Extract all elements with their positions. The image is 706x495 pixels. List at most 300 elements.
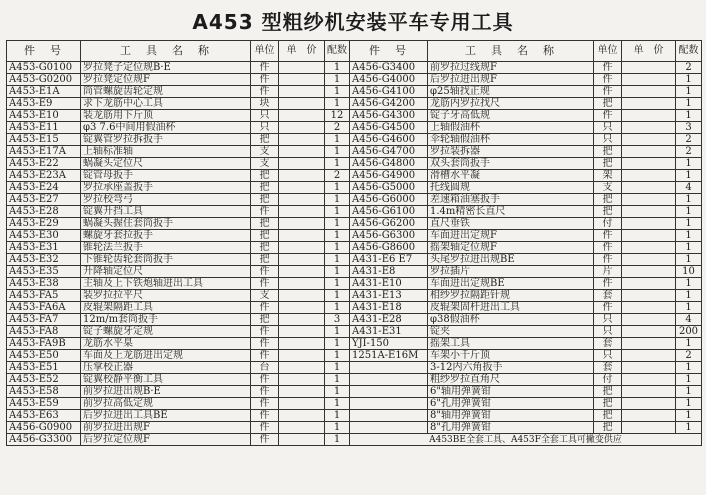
- qty-cell: 1: [325, 338, 350, 350]
- price-cell: [279, 242, 325, 254]
- qty-cell: 1: [676, 398, 702, 410]
- price-cell: [622, 254, 676, 266]
- unit-cell: 块: [251, 98, 279, 110]
- tool-name-cell: 锭子螺旋牙定规: [81, 326, 251, 338]
- price-cell: [622, 410, 676, 422]
- unit-cell: 把: [594, 158, 622, 170]
- part-no-cell: A456-G4500: [350, 122, 428, 134]
- unit-cell: 把: [251, 254, 279, 266]
- unit-cell: 件: [251, 266, 279, 278]
- part-no-cell: A453-E31: [7, 242, 81, 254]
- unit-cell: 件: [594, 302, 622, 314]
- part-no-cell: YJI-150: [350, 338, 428, 350]
- price-cell: [279, 74, 325, 86]
- part-no-cell: A456-G4900: [350, 170, 428, 182]
- tool-name-cell: 差速箱油塞扳手: [428, 194, 594, 206]
- header-qty: 配数: [676, 41, 702, 62]
- table-row: [7, 230, 702, 242]
- part-no-cell: A456-G4200: [350, 98, 428, 110]
- part-no-cell: A453-G0100: [7, 62, 81, 74]
- tool-name-cell: 罗拉凳定位规F: [81, 74, 251, 86]
- qty-cell: 1: [325, 242, 350, 254]
- tool-name-cell: φ38假油杯: [428, 314, 594, 326]
- part-no-cell: A431-E10: [350, 278, 428, 290]
- unit-cell: 把: [594, 194, 622, 206]
- part-no-cell: A431-E28: [350, 314, 428, 326]
- qty-cell: 1: [325, 230, 350, 242]
- qty-cell: 1: [325, 290, 350, 302]
- unit-cell: 把: [594, 98, 622, 110]
- price-cell: [622, 86, 676, 98]
- unit-cell: 付: [594, 374, 622, 386]
- table-row: [7, 182, 702, 194]
- part-no-cell: A431-E6 E7: [350, 254, 428, 266]
- price-cell: [622, 386, 676, 398]
- tool-name-cell: 8"轴用弹簧钳: [428, 410, 594, 422]
- header-part-no: 件 号: [7, 41, 81, 62]
- part-no-cell: A453-E27: [7, 194, 81, 206]
- tool-name-cell: 螺旋牙套拉扳手: [81, 230, 251, 242]
- part-no-cell: A453-E24: [7, 182, 81, 194]
- unit-cell: 把: [594, 410, 622, 422]
- qty-cell: 1: [325, 350, 350, 362]
- part-no-cell: A453-E32: [7, 254, 81, 266]
- qty-cell: 1: [325, 386, 350, 398]
- qty-cell: 1: [676, 278, 702, 290]
- qty-cell: 1: [676, 86, 702, 98]
- part-no-cell: A456-G4800: [350, 158, 428, 170]
- part-no-cell: [350, 386, 428, 398]
- qty-cell: 10: [676, 266, 702, 278]
- table-row: [7, 74, 702, 86]
- price-cell: [279, 326, 325, 338]
- part-no-cell: A456-G0900: [7, 422, 81, 434]
- unit-cell: 套: [594, 338, 622, 350]
- tool-name-cell: 8"孔用弹簧钳: [428, 422, 594, 434]
- qty-cell: 2: [325, 170, 350, 182]
- unit-cell: 件: [251, 350, 279, 362]
- qty-cell: 1: [325, 146, 350, 158]
- unit-cell: 只: [594, 350, 622, 362]
- tool-name-cell: 后罗拉进出规F: [428, 74, 594, 86]
- price-cell: [279, 254, 325, 266]
- tool-name-cell: 求下龙筋中心工具: [81, 98, 251, 110]
- tool-name-cell: 罗拉装拆器: [428, 146, 594, 158]
- qty-cell: 200: [676, 326, 702, 338]
- qty-cell: 1: [676, 158, 702, 170]
- unit-cell: 台: [251, 362, 279, 374]
- unit-cell: 把: [251, 242, 279, 254]
- qty-cell: 1: [325, 86, 350, 98]
- price-cell: [622, 302, 676, 314]
- price-cell: [279, 362, 325, 374]
- price-cell: [279, 110, 325, 122]
- qty-cell: 1: [676, 254, 702, 266]
- part-no-cell: A453-E1A: [7, 86, 81, 98]
- part-no-cell: A453-G0200: [7, 74, 81, 86]
- qty-cell: 1: [325, 266, 350, 278]
- unit-cell: 支: [251, 290, 279, 302]
- qty-cell: 1: [325, 74, 350, 86]
- header-price: 单 价: [279, 41, 325, 62]
- qty-cell: 1: [676, 374, 702, 386]
- qty-cell: 1: [676, 386, 702, 398]
- part-no-cell: A453-E50: [7, 350, 81, 362]
- qty-cell: 2: [676, 146, 702, 158]
- unit-cell: 件: [594, 242, 622, 254]
- unit-cell: 件: [594, 110, 622, 122]
- tool-name-cell: 后罗拉进出工具BE: [81, 410, 251, 422]
- tool-name-cell: 车面进出定规BE: [428, 278, 594, 290]
- table-row: [7, 290, 702, 302]
- unit-cell: 架: [594, 170, 622, 182]
- tool-name-cell: 锭夹: [428, 326, 594, 338]
- unit-cell: 把: [251, 218, 279, 230]
- tool-name-cell: 伞轮轴假油杯: [428, 134, 594, 146]
- table-row: [7, 110, 702, 122]
- part-no-cell: A453-E17A: [7, 146, 81, 158]
- part-no-cell: [350, 422, 428, 434]
- price-cell: [622, 362, 676, 374]
- table-row: [7, 170, 702, 182]
- table-row: [7, 134, 702, 146]
- header-part-no: 件 号: [350, 41, 428, 62]
- qty-cell: 1: [325, 98, 350, 110]
- part-no-cell: A456-G5000: [350, 182, 428, 194]
- tool-name-cell: 6"孔用弹簧钳: [428, 398, 594, 410]
- tool-name-cell: 车面进出定规F: [428, 230, 594, 242]
- tool-name-cell: 龙筋水平臬: [81, 338, 251, 350]
- price-cell: [279, 374, 325, 386]
- table-row: [7, 146, 702, 158]
- price-cell: [622, 62, 676, 74]
- table-row: [7, 422, 702, 434]
- qty-cell: 1: [676, 110, 702, 122]
- price-cell: [622, 146, 676, 158]
- part-no-cell: A453-E52: [7, 374, 81, 386]
- price-cell: [622, 98, 676, 110]
- qty-cell: 1: [676, 302, 702, 314]
- tool-name-cell: 前罗拉进出规F: [81, 422, 251, 434]
- part-no-cell: A431-E13: [350, 290, 428, 302]
- part-no-cell: A453-E10: [7, 110, 81, 122]
- table-row: [7, 194, 702, 206]
- part-no-cell: A456-G6200: [350, 218, 428, 230]
- part-no-cell: A456-G8600: [350, 242, 428, 254]
- unit-cell: 件: [251, 206, 279, 218]
- part-no-cell: A453-E58: [7, 386, 81, 398]
- price-cell: [279, 398, 325, 410]
- price-cell: [279, 314, 325, 326]
- price-cell: [279, 182, 325, 194]
- part-no-cell: A453-FA8: [7, 326, 81, 338]
- price-cell: [279, 422, 325, 434]
- qty-cell: 2: [676, 350, 702, 362]
- price-cell: [279, 62, 325, 74]
- tool-name-cell: 下锥轮齿轮套筒扳手: [81, 254, 251, 266]
- header-price: 单 价: [622, 41, 676, 62]
- tool-name-cell: 直尺垂铁: [428, 218, 594, 230]
- footnote: A453BE全套工具、A453F全套工具可撇变供应: [350, 434, 702, 446]
- qty-cell: 1: [325, 278, 350, 290]
- table-row: [7, 98, 702, 110]
- table-row: [7, 398, 702, 410]
- part-no-cell: A453-E15: [7, 134, 81, 146]
- tool-name-cell: 前罗拉过线规F: [428, 62, 594, 74]
- table-row: [7, 158, 702, 170]
- unit-cell: 件: [251, 374, 279, 386]
- tool-name-cell: 主轴及上下铁炮轴进出工具: [81, 278, 251, 290]
- part-no-cell: A453-E30: [7, 230, 81, 242]
- tool-name-cell: 双头套筒扳手: [428, 158, 594, 170]
- unit-cell: 把: [594, 422, 622, 434]
- tool-name-cell: 6"轴用弹簧钳: [428, 386, 594, 398]
- tool-name-cell: 罗拉插片: [428, 266, 594, 278]
- part-no-cell: A453-FA7: [7, 314, 81, 326]
- table-row: [7, 374, 702, 386]
- unit-cell: 件: [594, 254, 622, 266]
- table-row: [7, 302, 702, 314]
- qty-cell: 1: [676, 290, 702, 302]
- qty-cell: 1: [676, 74, 702, 86]
- qty-cell: 1: [676, 242, 702, 254]
- price-cell: [279, 338, 325, 350]
- table-row: [7, 338, 702, 350]
- unit-cell: 件: [251, 386, 279, 398]
- price-cell: [622, 206, 676, 218]
- part-no-cell: A453-E28: [7, 206, 81, 218]
- tool-name-cell: 托线圆规: [428, 182, 594, 194]
- price-cell: [279, 266, 325, 278]
- part-no-cell: A456-G4300: [350, 110, 428, 122]
- part-no-cell: A456-G6100: [350, 206, 428, 218]
- price-cell: [622, 266, 676, 278]
- price-cell: [622, 182, 676, 194]
- price-cell: [279, 170, 325, 182]
- unit-cell: 只: [251, 122, 279, 134]
- part-no-cell: A453-E35: [7, 266, 81, 278]
- part-no-cell: A456-G6300: [350, 230, 428, 242]
- tool-name-cell: 头尾罗拉进出规BE: [428, 254, 594, 266]
- qty-cell: 1: [325, 62, 350, 74]
- part-no-cell: A453-FA6A: [7, 302, 81, 314]
- price-cell: [279, 302, 325, 314]
- unit-cell: 套: [594, 290, 622, 302]
- part-no-cell: A453-E29: [7, 218, 81, 230]
- qty-cell: 1: [676, 422, 702, 434]
- table-row: [7, 254, 702, 266]
- tool-name-cell: 升降轴定位尺: [81, 266, 251, 278]
- price-cell: [279, 134, 325, 146]
- price-cell: [622, 278, 676, 290]
- qty-cell: 1: [325, 158, 350, 170]
- price-cell: [279, 206, 325, 218]
- qty-cell: 1: [676, 98, 702, 110]
- tool-name-cell: 罗拉校弯弓: [81, 194, 251, 206]
- table-row: [7, 410, 702, 422]
- unit-cell: 件: [251, 62, 279, 74]
- unit-cell: 套: [594, 362, 622, 374]
- unit-cell: 把: [251, 170, 279, 182]
- qty-cell: 1: [676, 218, 702, 230]
- table-row: [7, 278, 702, 290]
- price-cell: [622, 374, 676, 386]
- unit-cell: 件: [251, 422, 279, 434]
- unit-cell: 只: [594, 326, 622, 338]
- price-cell: [622, 194, 676, 206]
- price-cell: [279, 146, 325, 158]
- table-row: [7, 206, 702, 218]
- part-no-cell: A431-E31: [350, 326, 428, 338]
- tool-name-cell: 锭翼升挡工具: [81, 206, 251, 218]
- qty-cell: 3: [325, 314, 350, 326]
- header-tool-name: 工 具 名 称: [81, 41, 251, 62]
- price-cell: [622, 110, 676, 122]
- unit-cell: 件: [251, 302, 279, 314]
- tool-name-cell: 3-12内六角扳手: [428, 362, 594, 374]
- header-row: [7, 41, 702, 62]
- table-row: [7, 434, 702, 446]
- price-cell: [279, 278, 325, 290]
- unit-cell: 只: [594, 134, 622, 146]
- tool-name-cell: 蜗凝头定位尺: [81, 158, 251, 170]
- price-cell: [279, 218, 325, 230]
- part-no-cell: A456-G3300: [7, 434, 81, 446]
- tool-name-cell: 粗纱罗拉直角尺: [428, 374, 594, 386]
- tool-name-cell: 罗拉凳子定位规B·E: [81, 62, 251, 74]
- tool-name-cell: 锥轮法兰扳手: [81, 242, 251, 254]
- tool-name-cell: 装罗拉拉平尺: [81, 290, 251, 302]
- part-no-cell: A453-E22: [7, 158, 81, 170]
- qty-cell: 1: [676, 170, 702, 182]
- table-row: [7, 122, 702, 134]
- page-title: A453 型粗纱机安装平车专用工具: [192, 10, 514, 34]
- part-no-cell: A456-G3400: [350, 62, 428, 74]
- tool-name-cell: 锭翼管罗拉拆扳手: [81, 134, 251, 146]
- price-cell: [622, 134, 676, 146]
- tool-name-cell: φ25轴找正规: [428, 86, 594, 98]
- qty-cell: 1: [325, 218, 350, 230]
- unit-cell: 支: [251, 146, 279, 158]
- part-no-cell: A431-E8: [350, 266, 428, 278]
- tool-name-cell: 龙筋内罗拉找尺: [428, 98, 594, 110]
- tool-name-cell: 罗拉承座盖扳手: [81, 182, 251, 194]
- price-cell: [279, 86, 325, 98]
- price-cell: [622, 242, 676, 254]
- price-cell: [279, 434, 325, 446]
- part-no-cell: A453-E11: [7, 122, 81, 134]
- tool-name-cell: 皮辊架隔距工具: [81, 302, 251, 314]
- table-row: [7, 314, 702, 326]
- price-cell: [622, 398, 676, 410]
- part-no-cell: A431-E18: [350, 302, 428, 314]
- part-no-cell: A453-E59: [7, 398, 81, 410]
- table-row: [7, 242, 702, 254]
- qty-cell: 1: [325, 302, 350, 314]
- price-cell: [279, 410, 325, 422]
- qty-cell: 1: [325, 134, 350, 146]
- tool-name-cell: 车架小千斤顶: [428, 350, 594, 362]
- price-cell: [279, 386, 325, 398]
- unit-cell: 件: [594, 86, 622, 98]
- price-cell: [279, 350, 325, 362]
- tool-name-cell: 上轴标准轴: [81, 146, 251, 158]
- unit-cell: 把: [251, 182, 279, 194]
- qty-cell: 1: [325, 434, 350, 446]
- unit-cell: 件: [594, 278, 622, 290]
- tool-name-cell: 后罗拉定位规F: [81, 434, 251, 446]
- unit-cell: 只: [594, 122, 622, 134]
- qty-cell: 1: [676, 230, 702, 242]
- part-no-cell: A453-E63: [7, 410, 81, 422]
- tool-name-cell: 压掌校正器: [81, 362, 251, 374]
- part-no-cell: A453-E38: [7, 278, 81, 290]
- price-cell: [622, 314, 676, 326]
- tool-name-cell: 滑槽水平凝: [428, 170, 594, 182]
- unit-cell: 把: [594, 386, 622, 398]
- unit-cell: 把: [594, 398, 622, 410]
- unit-cell: 件: [251, 398, 279, 410]
- header-unit: 单位: [251, 41, 279, 62]
- unit-cell: 件: [251, 410, 279, 422]
- table-row: [7, 326, 702, 338]
- header-qty: 配数: [325, 41, 350, 62]
- tool-name-cell: 锭管母扳手: [81, 170, 251, 182]
- part-no-cell: A453-E51: [7, 362, 81, 374]
- qty-cell: 1: [325, 194, 350, 206]
- qty-cell: 1: [325, 374, 350, 386]
- price-cell: [622, 218, 676, 230]
- unit-cell: 片: [594, 266, 622, 278]
- qty-cell: 1: [325, 206, 350, 218]
- part-no-cell: A456-G4000: [350, 74, 428, 86]
- unit-cell: 件: [251, 326, 279, 338]
- price-cell: [279, 230, 325, 242]
- tool-name-cell: 12m/m套筒扳手: [81, 314, 251, 326]
- tool-name-cell: 装龙筋用下斤顶: [81, 110, 251, 122]
- unit-cell: 把: [251, 194, 279, 206]
- tool-name-cell: 锭子牙高低规: [428, 110, 594, 122]
- unit-cell: 把: [251, 230, 279, 242]
- unit-cell: 付: [594, 218, 622, 230]
- qty-cell: 1: [676, 206, 702, 218]
- part-no-cell: [350, 410, 428, 422]
- qty-cell: 1: [325, 182, 350, 194]
- price-cell: [622, 74, 676, 86]
- part-no-cell: A456-G4700: [350, 146, 428, 158]
- unit-cell: 件: [251, 278, 279, 290]
- part-no-cell: [350, 374, 428, 386]
- unit-cell: 只: [251, 110, 279, 122]
- qty-cell: 12: [325, 110, 350, 122]
- qty-cell: 1: [325, 398, 350, 410]
- qty-cell: 1: [325, 422, 350, 434]
- table-row: [7, 62, 702, 74]
- tool-name-cell: 筒管螺旋齿轮定规: [81, 86, 251, 98]
- tool-name-cell: 上轴假油杯: [428, 122, 594, 134]
- tool-name-cell: 前罗拉进出规B·E: [81, 386, 251, 398]
- price-cell: [622, 122, 676, 134]
- table-row: [7, 350, 702, 362]
- tool-name-cell: 车面及上龙筋进出定规: [81, 350, 251, 362]
- price-cell: [279, 98, 325, 110]
- unit-cell: 件: [251, 74, 279, 86]
- tool-name-cell: φ3 7.6中间用假油杯: [81, 122, 251, 134]
- price-cell: [622, 158, 676, 170]
- part-no-cell: A453-E23A: [7, 170, 81, 182]
- unit-cell: 件: [594, 74, 622, 86]
- price-cell: [622, 350, 676, 362]
